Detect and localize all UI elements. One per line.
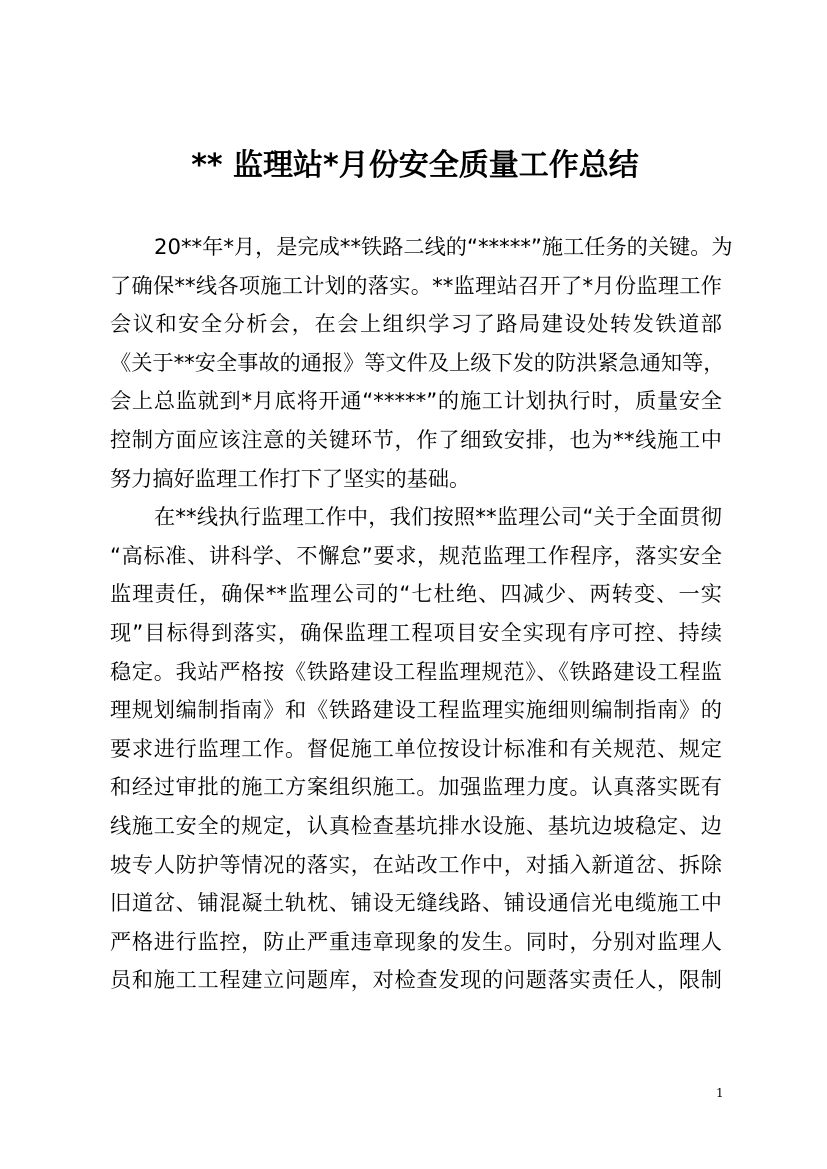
text-line: 在**线执行监理工作中，我们按照**监理公司“关于全面贯彻 <box>154 504 722 530</box>
text-line: 和经过审批的施工方案组织施工。加强监理力度。认真落实既有 <box>110 774 722 800</box>
text-line: 会上总监就到*月底将开通“*****”的施工计划执行时，质量安全 <box>110 388 722 414</box>
document-body <box>110 228 733 1038</box>
text-line: 坡专人防护等情况的落实，在站改工作中，对插入新道岔、拆除 <box>110 851 722 877</box>
text-line: 线施工安全的规定，认真检查基坑排水设施、基坑边坡稳定、边 <box>110 812 722 838</box>
page-number: 1 <box>716 1086 724 1100</box>
text-line: 努力搞好监理工作打下了坚实的基础。 <box>110 465 471 491</box>
text-line: 会议和安全分析会，在会上组织学习了路局建设处转发铁道部 <box>110 311 722 337</box>
text-line: 了确保**线各项施工计划的落实。**监理站召开了*月份监理工作 <box>110 272 722 298</box>
paragraph-2 <box>110 498 722 1038</box>
text-line: 严格进行监控，防止严重违章现象的发生。同时，分别对监理人 <box>110 928 722 954</box>
text-line: “高标准、讲科学、不懈怠”要求，规范监理工作程序，落实安全 <box>110 542 722 568</box>
text-line: 控制方面应该注意的关键环节，作了细致安排，也为**线施工中 <box>110 426 722 452</box>
text-line: 监理责任，确保**监理公司的“七杜绝、四减少、两转变、一实 <box>110 581 722 607</box>
paragraph-1 <box>110 228 733 498</box>
text-line: 理规划编制指南》和《铁路建设工程监理实施细则编制指南》的 <box>110 697 722 723</box>
text-line: 20**年*月，是完成**铁路二线的“*****”施工任务的关键。为 <box>154 234 733 259</box>
text-line: 旧道岔、铺混凝土轨枕、铺设无缝线路、铺设通信光电缆施工中 <box>110 890 722 916</box>
text-line: 《关于**安全事故的通报》等文件及上级下发的防洪紧急通知等， <box>110 349 725 375</box>
text-line: 员和施工工程建立问题库，对检查发现的问题落实责任人，限制 <box>110 967 722 993</box>
document-title: ** 监理站*月份安全质量工作总结 <box>191 148 639 183</box>
text-line: 要求进行监理工作。督促施工单位按设计标准和有关规范、规定 <box>110 735 722 761</box>
text-line: 现”目标得到落实，确保监理工程项目安全实现有序可控、持续 <box>110 619 722 645</box>
text-line <box>110 1000 722 1039</box>
text-line: 稳定。我站严格按《铁路建设工程监理规范》、《铁路建设工程监 <box>110 658 722 684</box>
